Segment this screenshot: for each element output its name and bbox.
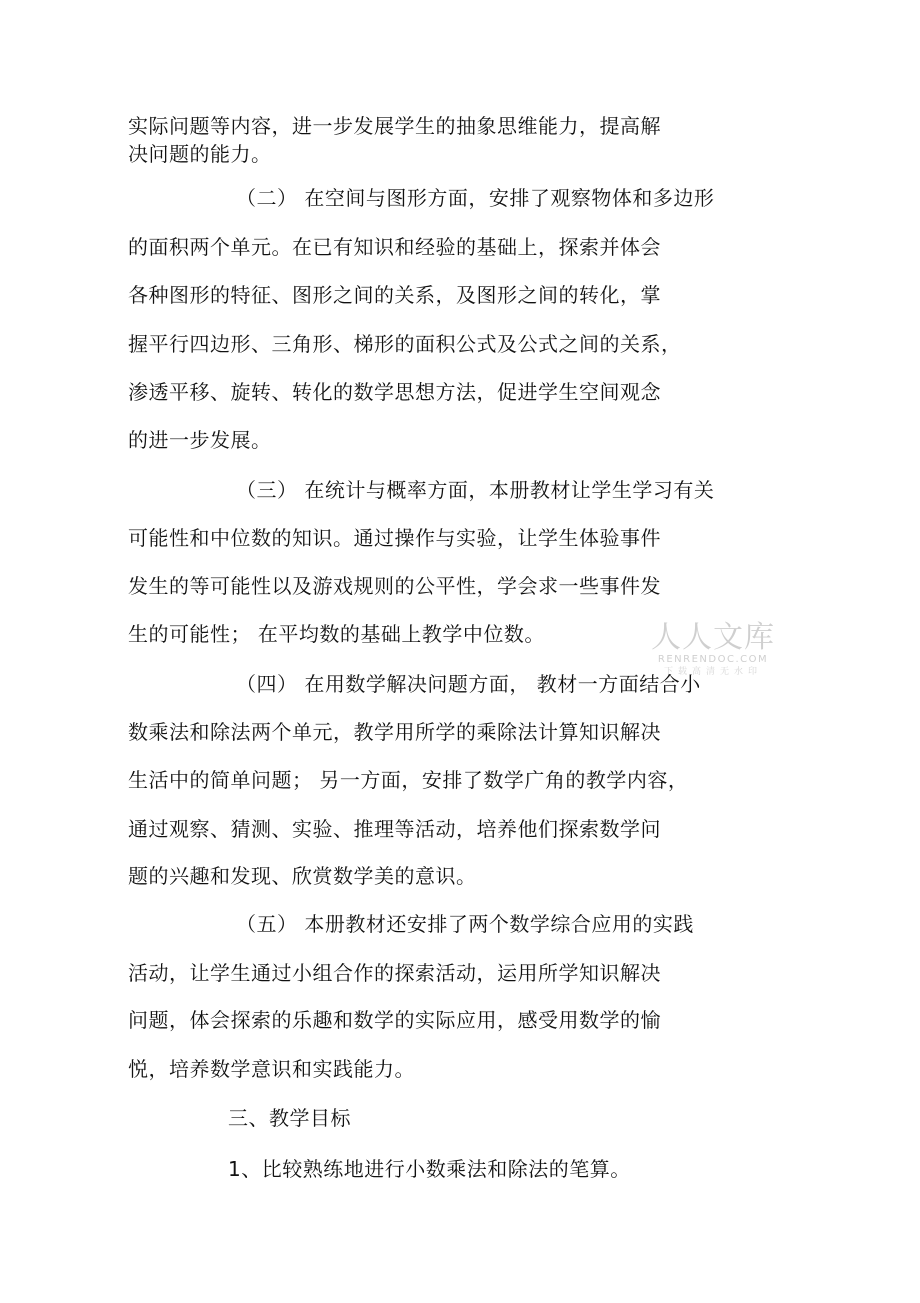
text-line: 的面积两个单元。在已有知识和经验的基础上，探索并体会 (128, 235, 661, 259)
text-line: 的进一步发展。 (128, 428, 272, 452)
text-line: 握平行四边形、三角形、梯形的面积公式及公式之间的关系， (128, 332, 682, 356)
section-heading-line: （四） 在用数学解决问题方面， 教材一方面结合小 (236, 672, 701, 696)
watermark-url: RENRENDOC.COM (657, 654, 769, 665)
text-line: 实际问题等内容，进一步发展学生的抽象思维能力，提高解 (128, 114, 661, 138)
section-heading-line: （三） 在统计与概率方面，本册教材让学生学习有关 (236, 478, 715, 502)
text-line: 数乘法和除法两个单元，教学用所学的乘除法计算知识解决 (128, 720, 661, 744)
text-line: 悦，培养数学意识和实践能力。 (128, 1057, 415, 1081)
text-line: 可能性和中位数的知识。通过操作与实验，让学生体验事件 (128, 526, 661, 550)
text-line: 题的兴趣和发现、欣赏数学美的意识。 (128, 864, 477, 888)
text-line: 生活中的简单问题； 另一方面，安排了数学广角的教学内容， (128, 768, 689, 792)
text-line: 问题，体会探索的乐趣和数学的实际应用，感受用数学的愉 (128, 1008, 661, 1032)
text-line: 生的可能性； 在平均数的基础上教学中位数。 (128, 622, 545, 646)
text-line: 通过观察、猜测、实验、推理等活动，培养他们探索数学问 (128, 817, 661, 841)
section-title: 三、教学目标 (228, 1106, 351, 1130)
text-line: 活动，让学生通过小组合作的探索活动，运用所学知识解决 (128, 961, 661, 985)
section-heading-line: （二） 在空间与图形方面，安排了观察物体和多边形 (236, 186, 715, 210)
text-line: 发生的等可能性以及游戏规则的公平性，学会求一些事件发 (128, 574, 661, 598)
text-line: 决问题的能力。 (128, 142, 272, 166)
section-heading-line: （五） 本册教材还安排了两个数学综合应用的实践 (236, 912, 694, 936)
objective-item: 1、比较熟练地进行小数乘法和除法的笔算。 (228, 1157, 631, 1181)
watermark (648, 622, 778, 678)
text-line: 各种图形的特征、图形之间的关系，及图形之间的转化，掌 (128, 283, 661, 307)
watermark-subtitle: 下载高清无水印 (663, 667, 762, 677)
watermark-title: 人人文库 (651, 620, 775, 655)
text-line: 渗透平移、旋转、转化的数学思想方法，促进学生空间观念 (128, 380, 661, 404)
